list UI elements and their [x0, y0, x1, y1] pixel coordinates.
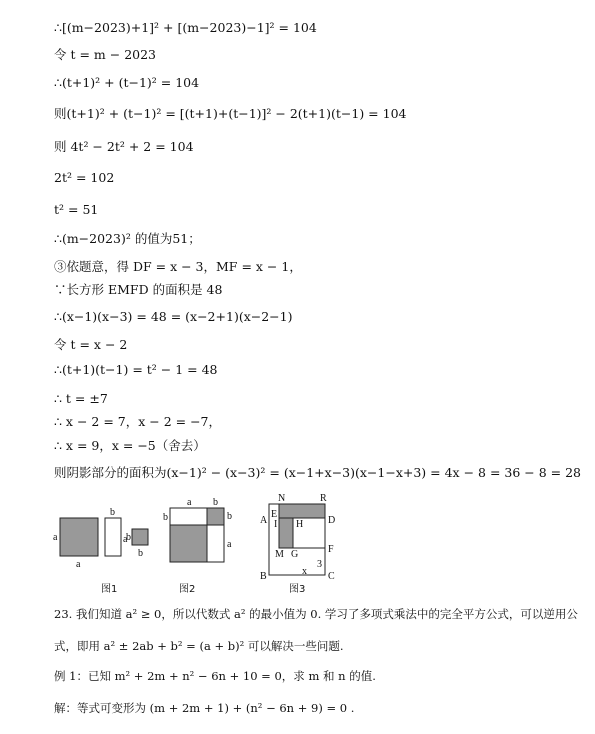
fig3-label-F: F: [328, 544, 334, 555]
solution-line-9: ③依题意，得 DF = x − 3，MF = x − 1，: [54, 259, 302, 274]
fig2-label-a-right: a: [227, 539, 232, 550]
fig2-label-b-right: b: [227, 511, 232, 522]
solution-line-10: ∵长方形 EMFD 的面积是 48: [54, 282, 223, 297]
fig3-label-3: 3: [317, 559, 322, 570]
fig3-label-D: D: [328, 515, 336, 526]
solution-line-6: 2t² = 102: [54, 170, 115, 185]
fig1-label-b-top: b: [110, 507, 115, 518]
figure-2: [160, 495, 240, 570]
solution-line-13: ∴(t+1)(t−1) = t² − 1 = 48: [54, 362, 218, 377]
figure-3-caption: 图3: [289, 584, 306, 595]
square-b2: [207, 508, 224, 525]
problem-line-1: 23. 我们知道 a² ≥ 0，所以代数式 a² 的最小值为 0. 学习了多项式乘法中的完全平方公式，可以逆用公: [54, 607, 578, 621]
fig2-label-b-top: b: [213, 497, 218, 508]
figure-3-drawing: [255, 490, 345, 582]
problem-line-2: 式，即用 a² ± 2ab + b² = (a + b)² 可以解决一些问题.: [54, 639, 344, 653]
figure-1: [50, 505, 160, 575]
figure-1-drawing: [50, 505, 160, 575]
fig1-label-a-left: a: [53, 532, 58, 543]
fig3-label-G: G: [291, 549, 299, 560]
fig3-label-M: M: [275, 549, 284, 560]
figure-2-drawing: [160, 495, 240, 570]
solution-line-16: ∴ x = 9，x = −5（舍去）: [54, 438, 206, 453]
solution-line-5: 则 4t² − 2t² + 2 = 104: [54, 139, 194, 154]
fig1-label-b-left: b: [126, 532, 131, 543]
fig3-label-B: B: [260, 571, 267, 582]
fig3-label-A: A: [260, 515, 268, 526]
figure-3: [255, 490, 345, 582]
solution-line-11: ∴(x−1)(x−3) = 48 = (x−2+1)(x−2−1): [54, 309, 293, 324]
figure-1-caption: 图1: [101, 584, 118, 595]
fig1-label-a-bottom: a: [76, 559, 81, 570]
fig3-label-I: I: [274, 519, 278, 530]
fig3-label-R: R: [320, 493, 327, 504]
solution-line-7: t² = 51: [54, 202, 99, 217]
problem-line-3: 例 1：已知 m² + 2m + n² − 6n + 10 = 0，求 m 和 n 的值.: [54, 669, 376, 683]
fig3-label-H: H: [296, 519, 304, 530]
solution-line-2: 令 t = m − 2023: [54, 47, 157, 62]
square-b: [132, 529, 148, 545]
solution-line-1: ∴[(m−2023)+1]² + [(m−2023)−1]² = 104: [54, 20, 317, 35]
solution-line-12: 令 t = x − 2: [54, 337, 128, 352]
rect-ab: [105, 518, 121, 556]
solution-line-4: 则(t+1)² + (t−1)² = [(t+1)+(t−1)]² − 2(t+1)(t−1) = 104: [54, 106, 407, 121]
square-a2: [170, 525, 207, 562]
solution-line-17: 则阴影部分的面积为(x−1)² − (x−3)² = (x−1+x−3)(x−1−x+3) = 4x − 8 = 36 − 8 = 28: [54, 465, 582, 480]
solution-line-14: ∴ t = ±7: [54, 391, 108, 406]
fig2-label-a-top: a: [187, 497, 192, 508]
fig1-label-b-bottom: b: [138, 548, 143, 559]
solution-line-3: ∴(t+1)² + (t−1)² = 104: [54, 75, 200, 90]
fig3-label-E: E: [271, 509, 278, 520]
shaded-top: [279, 504, 325, 518]
fig2-label-b-left: b: [163, 512, 168, 523]
fig1-label-a-right: a: [123, 534, 128, 545]
problem-line-4: 解：等式可变形为 (m + 2m + 1) + (n² − 6n + 9) = 0 .: [54, 701, 355, 715]
figure-2-caption: 图2: [179, 584, 196, 595]
shaded-left: [279, 518, 293, 548]
fig3-label-C: C: [328, 571, 335, 582]
solution-line-8: ∴(m−2023)² 的值为51；: [54, 231, 201, 246]
square-a: [60, 518, 98, 556]
fig3-label-x: x: [302, 566, 307, 577]
fig3-label-N: N: [278, 493, 286, 504]
solution-line-15: ∴ x − 2 = 7，x − 2 = −7，: [54, 414, 221, 429]
